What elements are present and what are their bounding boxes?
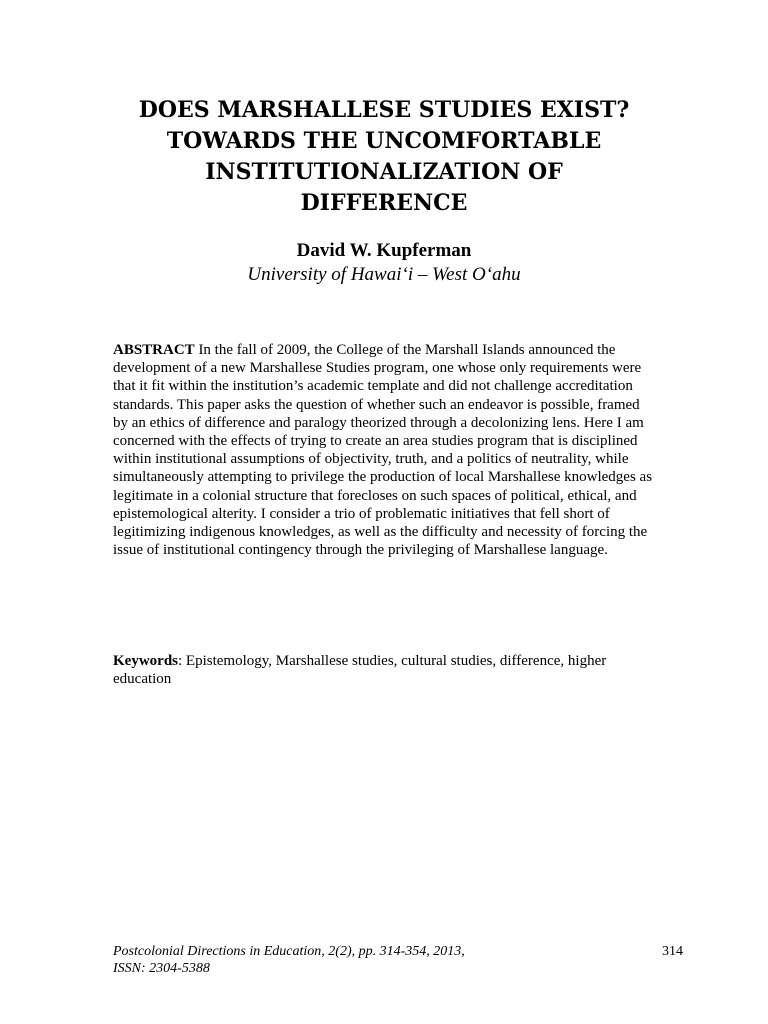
title-line: DOES MARSHALLESE STUDIES EXIST? <box>138 97 630 123</box>
page-number: 314 <box>662 944 683 959</box>
keywords-label: Keywords <box>113 653 178 669</box>
title-line: TOWARDS THE UNCOMFORTABLE <box>166 128 602 154</box>
abstract-label: ABSTRACT <box>113 342 195 358</box>
keywords <box>113 652 658 688</box>
keywords-text: : Epistemology, Marshallese studies, cultural studies, difference, higher education <box>113 653 607 688</box>
paper-title <box>100 95 668 219</box>
author-affiliation: University of Hawai‘i – West O‘ahu <box>247 264 521 285</box>
citation-line: ISSN: 2304-5388 <box>113 961 210 976</box>
footer-citation <box>113 943 583 977</box>
title-line: DIFFERENCE <box>300 190 468 216</box>
title-line: INSTITUTIONALIZATION OF <box>205 159 563 185</box>
author-name: David W. Kupferman <box>296 240 472 261</box>
abstract <box>113 341 658 559</box>
citation-line: Postcolonial Directions in Education, 2(2), pp. 314-354, 2013, <box>113 944 465 959</box>
abstract-text: In the fall of 2009, the College of the Marshall Islands announced the development of a new Marshallese Studies program, one whose only requirements were that it fit within the institution’s academic template and did not challenge accreditation standards. This paper asks the question of whether such an endeavor is possible, framed by an ethics of difference and paralogy theorized through a decolonizing lens. Here I am concerned with the effects of trying to create an area studies program that is disciplined within institutional assumptions of objectivity, truth, and a politics of neutrality, while simultaneously attempting to privilege the production of local Marshallese knowledges as legitimate in a colonial structure that forecloses on such spaces of political, ethical, and epistemological alterity. I consider a trio of problematic initiatives that fell short of legitimizing indigenous knowledges, as well as the difficulty and necessity of forcing the issue of institutional contingency through the privileging of Marshallese language. <box>113 342 653 559</box>
